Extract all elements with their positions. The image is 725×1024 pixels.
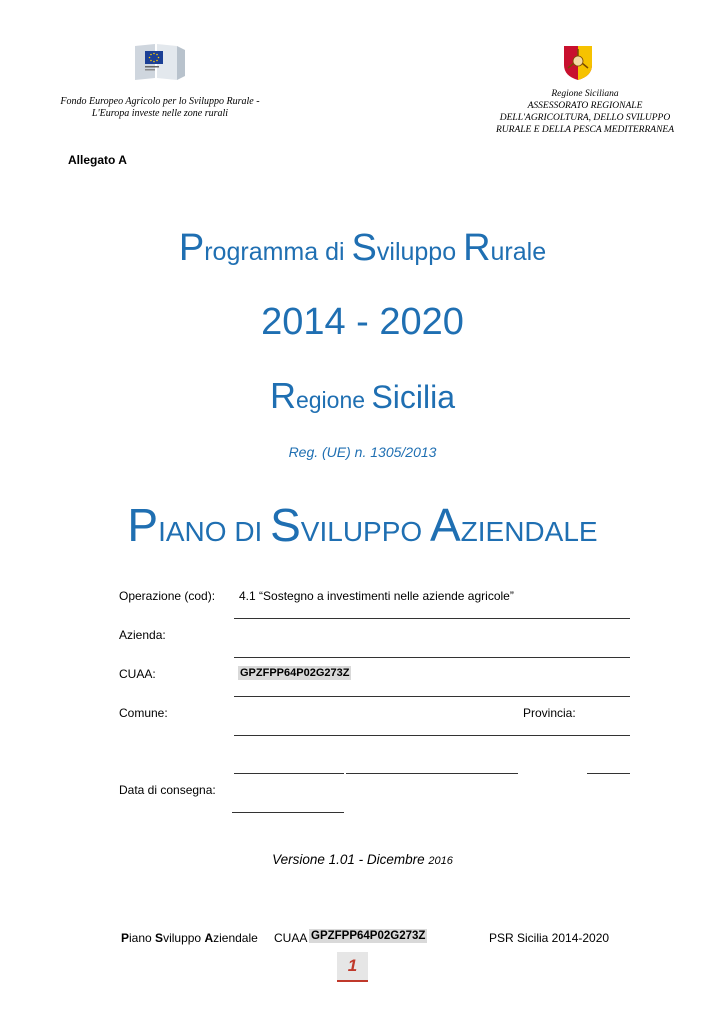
assessorato-line3: DELL'AGRICOLTURA, DELLO SVILUPPO [499, 113, 671, 123]
footer-word-aziendale: ziendale [213, 931, 258, 945]
footer-word-piano: iano [129, 931, 152, 945]
data-consegna-label: Data di consegna: [119, 783, 216, 797]
regulation-ref: Reg. (UE) n. 1305/2013 [288, 444, 437, 460]
allegato-label: Allegato A [68, 153, 127, 167]
provincia-label: Provincia: [523, 706, 576, 720]
operazione-underline [234, 618, 630, 619]
region-word: egione [295, 387, 366, 413]
eafrd-caption-line1: Fondo Europeo Agricolo per lo Sviluppo Rurale - [60, 96, 260, 107]
comune-label: Comune: [119, 706, 168, 720]
regione-siciliana-trinacria-icon [563, 45, 593, 81]
footer-cuaa-label: CUAA [274, 931, 308, 945]
page-number-box [337, 952, 368, 982]
region-title [0, 374, 725, 422]
azienda-label: Azienda: [119, 628, 166, 642]
assessorato-line4: RURALE E DELLA PESCA MEDITERRANEA [495, 125, 675, 135]
title-word-di: di [325, 238, 345, 266]
cuaa-value: GPZFPP64P02G273Z [240, 667, 350, 679]
footer-psr: PSR Sicilia 2014-2020 [489, 931, 610, 945]
region-cap-r: R [269, 375, 296, 416]
version-text: Versione 1.01 - Dicembre [272, 852, 425, 867]
eafrd-caption-line2: L'Europa investe nelle zone rurali [91, 108, 229, 119]
cuaa-label: CUAA: [119, 667, 156, 681]
extra-line-3 [587, 773, 630, 774]
region-name: Sicilia [371, 379, 456, 415]
version-year: 2016 [428, 855, 453, 867]
assessorato-caption [480, 88, 690, 136]
title-word-programma: rogramma [204, 238, 319, 266]
comune-field-line [234, 735, 630, 736]
footer-cap-a: A [204, 931, 214, 945]
european-commission-logo-icon [131, 40, 187, 84]
plan-word-sviluppo: VILUPPO [300, 516, 423, 547]
footer-word-sviluppo: viluppo [163, 931, 202, 945]
version-line [0, 852, 725, 867]
assessorato-line2: ASSESSORATO REGIONALE [527, 101, 643, 111]
program-title [0, 226, 725, 274]
plan-word-aziendale: ZIENDALE [460, 516, 598, 547]
azienda-field-line [234, 657, 630, 658]
operazione-value: 4.1 “Sostegno a investimenti nelle aziende agricole” [239, 589, 514, 603]
title-word-sviluppo: viluppo [376, 238, 457, 266]
extra-line-2 [346, 773, 518, 774]
plan-cap-a: A [429, 499, 461, 551]
plan-word-piano-di: IANO DI [158, 516, 263, 547]
plan-title [0, 496, 725, 561]
cuaa-underline [234, 696, 630, 697]
program-years: 2014 - 2020 [261, 301, 464, 343]
eafrd-caption [60, 96, 260, 120]
plan-cap-s: S [270, 499, 301, 551]
title-cap-r: R [463, 227, 491, 269]
footer-cuaa-value: GPZFPP64P02G273Z [311, 930, 426, 942]
plan-cap-p: P [127, 499, 159, 551]
title-cap-p: P [178, 227, 205, 269]
extra-line-1 [234, 773, 344, 774]
page-number: 1 [347, 956, 358, 975]
data-consegna-field-line [232, 812, 344, 813]
title-cap-s: S [351, 227, 377, 269]
footer-title [121, 931, 258, 945]
assessorato-line1: Regione Siciliana [551, 89, 619, 99]
operazione-label: Operazione (cod): [119, 589, 216, 603]
footer-cap-s: S [155, 931, 164, 945]
footer-cap-p: P [121, 931, 130, 945]
title-word-rurale: urale [490, 238, 547, 266]
